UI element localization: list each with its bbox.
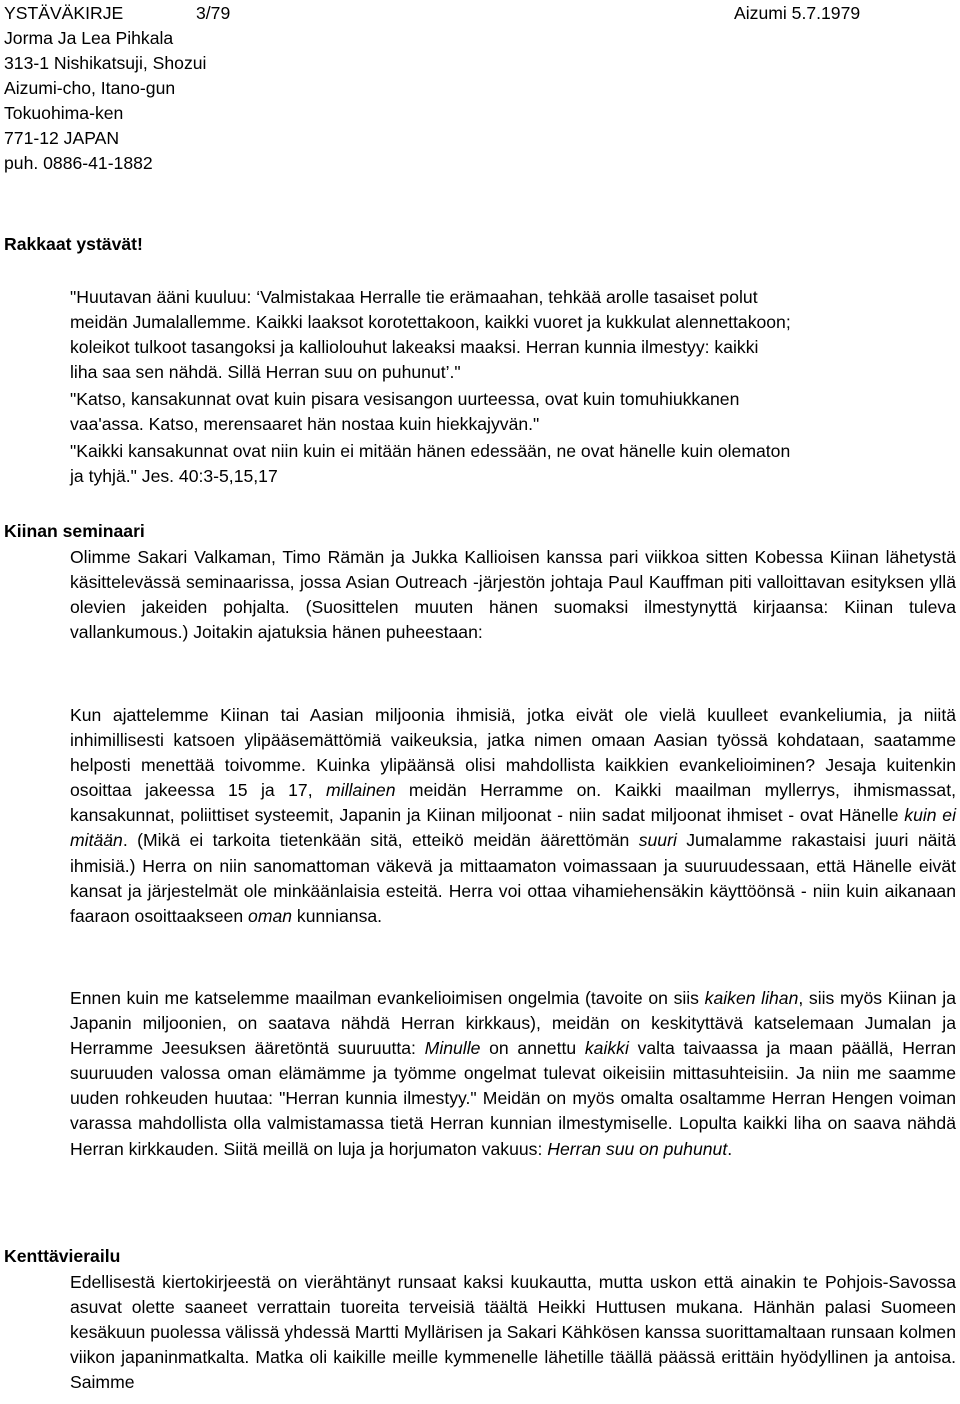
address-line: 771-12 JAPAN (4, 128, 120, 148)
address-line: Tokuohima-ken (4, 103, 124, 123)
page-number: 3/79 (196, 3, 231, 23)
address-line: 313-1 Nishikatsuji, Shozui (4, 53, 207, 73)
paragraph-seminar-intro: Olimme Sakari Valkaman, Timo Rämän ja Jukka Kallioisen kanssa pari viikkoa sitten Kobessa Kiinan lähetystä käsittelevässä seminaarissa, jossa Asian Outreach -järjestön johtaja Paul Kauffman piti valloittavan esityksen yllä olevien jakeiden pohjalta. (Suosittelen muuten hänen suomaksi ilmestynyttä kirjaansa: Kiinan tuleva vallankumous.) Joitakin ajatuksia hänen puheestaan: (70, 547, 956, 643)
greeting: Rakkaat ystävät! (4, 234, 143, 254)
paragraph-glory: Ennen kuin me katselemme maailman evankelioimisen ongelmia (tavoite on siis kaiken lihan, siis myös Kiinan ja Japanin miljoonien, on saatava nähdä Herran kirkkaus), meidän on keskityttävä katselemaan Jumalan ja Herramme Jeesuksen ääretöntä suuruutta: Minulle on annettu kaikki valta taivaassa ja maan päällä, Herran suuruuden valossa oman elämämme ja työmme ongelmat tulevat oikeisiin mittasuhteisiin. Ja niin me saamme uuden rohkeuden huutaa: "Herran kunnia ilmestyy." Meidän on myös omalta osaltamme Herran Hengen voiman varassa mahdollista olla valmistamassa tietä Herran kunnian ilmestymiselle. Lopulta kaikki liha on saava nähdä Herran kirkkauden. Siitä meillä on luja ja horjumaton vakuus: Herran suu on puhunut. (70, 988, 956, 1159)
scripture-line: koleikot tulkoot tasangoksi ja kalliolouhut lakeaksi maaksi. Herran kunnia ilmestyy: kaikki (70, 337, 759, 357)
address-line: Aizumi-cho, Itano-gun (4, 78, 176, 98)
scripture-reference: ja tyhjä." Jes. 40:3-5,15,17 (70, 466, 278, 486)
scripture-line: "Huutavan ääni kuuluu: ‘Valmistakaa Herralle tie erämaahan, tehkää arolle tasaiset polut (70, 287, 758, 307)
letter-title: YSTÄVÄKIRJE (4, 3, 124, 23)
paragraph-reflection: Kun ajattelemme Kiinan tai Aasian miljoonia ihmisiä, jotka eivät ole vielä kuulleet evankeliumia, ja niitä inhimillisesti katsoen ylipääsemättömiä vaikeuksia, jatka nimen omaan Aasian työssä kohdataan, saatamme helposti menettää toivomme. Kuinka ylipäänsä olisi mahdollista kaikkien evankelioiminen? Jesaja kuitenkin osoittaa jakeessa 15 ja 17, millainen meidän Herramme on. Kaikki maailman myllerrys, ihmismassat, kansakunnat, poliittiset systeemit, Japanin ja Kiinan miljoonat - niin sadat miljoonat ihmiset - ovat Hänelle kuin ei mitään. (Mikä ei tarkoita tietenkään sitä, etteikö meidän äärettömän suuri Jumalamme rakastaisi juuri näitä ihmisiä.) Herra on niin sanomattoman väkevä ja mittaamaton voimassaan ja suuruudessaan, että Hänelle eivät kansat ja järjestelmät ole minkäänlaisia esteitä. Herra voi ottaa vihamiehensäkin käyttöönsä - niin kuin aikanaan faaraon osoittaakseen oman kunniansa. (70, 705, 956, 926)
scripture-line: "Kaikki kansakunnat ovat niin kuin ei mitään hänen edessään, ne ovat hänelle kuin olematon (70, 441, 791, 461)
address-line: puh. 0886-41-1882 (4, 153, 153, 173)
scripture-line: liha saa sen nähdä. Sillä Herran suu on puhunut’." (70, 362, 461, 382)
scripture-line: vaa'assa. Katso, merensaaret hän nostaa kuin hiekkajyvän." (70, 414, 540, 434)
place-date: Aizumi 5.7.1979 (734, 3, 861, 23)
paragraph-field-visit: Edellisestä kiertokirjeestä on vierähtänyt runsaat kaksi kuukautta, mutta uskon että ainakin te Pohjois-Savossa asuvat olette saaneet verrattain tuoreita terveisiä täältä Heikki Huttusen mukana. Hänhän palasi Suomeen kesäkuun puolessa välissä yhdessä Martti Myllärisen ja Sakari Kähkösen kanssa suorittamaltaan runsaan kolmen viikon japaninmatkalta. Matka oli kaikille meille kymmenelle lähetille täällä päässä erittäin hyödyllinen ja antoisa. Saimme (70, 1272, 956, 1393)
section-heading-field-visit: Kenttävierailu (4, 1246, 121, 1266)
address-line: Jorma Ja Lea Pihkala (4, 28, 174, 48)
scripture-line: "Katso, kansakunnat ovat kuin pisara vesisangon uurteessa, ovat kuin tomuhiukkanen (70, 389, 740, 409)
section-heading-china-seminar: Kiinan seminaari (4, 521, 145, 541)
scripture-line: meidän Jumalallemme. Kaikki laaksot korotettakoon, kaikki vuoret ja kukkulat alennettakoon; (70, 312, 791, 332)
